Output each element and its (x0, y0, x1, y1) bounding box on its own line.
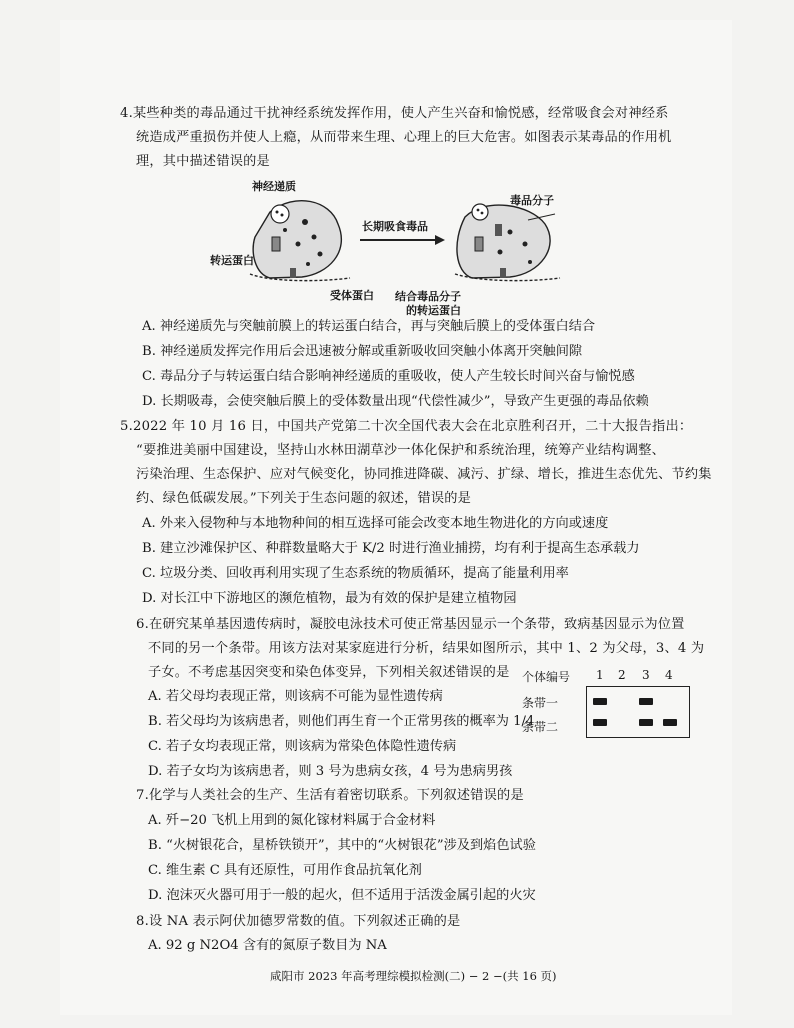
band-3-1 (639, 698, 653, 705)
q6-line1: 6.在研究某单基因遗传病时，凝胶电泳技术可使正常基因显示一个条带，致病基因显示为位置 (136, 617, 685, 632)
gel-band2-label: 条带二 (522, 720, 559, 734)
q4-option-c: C. 毒品分子与转运蛋白结合影响神经递质的重吸收，使人产生较长时间兴奋与愉悦感 (142, 369, 635, 384)
q6-line3: 子女。不考虑基因突变和染色体变异，下列相关叙述错误的是 (148, 665, 510, 680)
band-3-2 (639, 719, 653, 726)
q4-stem-line3: 理，其中描述错误的是 (136, 154, 270, 169)
synapse-diagram (210, 180, 590, 317)
gel-box (586, 686, 690, 738)
q7-option-a: A. 歼−20 飞机上用到的氮化镓材料属于合金材料 (148, 813, 436, 828)
q6-option-c: C. 若子女均表现正常，则该病为常染色体隐性遗传病 (148, 739, 457, 754)
label-bound-transporter-2: 的转运蛋白 (406, 304, 461, 317)
q4-stem-line1: 4.某些种类的毒品通过干扰神经系统发挥作用，使人产生兴奋和愉悦感，经常吸食会对神经系 (120, 106, 669, 121)
label-receptor: 受体蛋白 (330, 289, 374, 302)
q8-stem: 8.设 NA 表示阿伏加德罗常数的值。下列叙述正确的是 (136, 914, 461, 929)
gel-figure (522, 668, 722, 738)
label-neurotransmitter: 神经递质 (252, 180, 296, 193)
label-drug-molecule: 毒品分子 (510, 194, 554, 207)
gel-col-4: 4 (665, 668, 673, 682)
q5-line2: “要推进美丽中国建设，坚持山水林田湖草沙一体化保护和系统治理，统筹产业结构调整、 (136, 443, 666, 458)
band-4-2 (663, 719, 677, 726)
q7-stem: 7.化学与人类社会的生产、生活有着密切联系。下列叙述错误的是 (136, 788, 524, 803)
q6-option-d: D. 若子女均为该病患者，则 3 号为患病女孩，4 号为患病男孩 (148, 764, 513, 779)
gel-band1-label: 条带一 (522, 696, 559, 710)
band-1-2 (593, 719, 607, 726)
page-footer: 咸阳市 2023 年高考理综模拟检测(二) − 2 −(共 16 页) (270, 969, 557, 983)
band-1-1 (593, 698, 607, 705)
gel-header-label: 个体编号 (522, 670, 571, 684)
q5-option-b: B. 建立沙滩保护区、种群数量略大于 K/2 时进行渔业捕捞，均有利于提高生态承载力 (142, 541, 640, 556)
q7-option-d: D. 泡沫灭火器可用于一般的起火，但不适用于活泼金属引起的火灾 (148, 888, 536, 903)
q8-option-a: A. 92 g N2O4 含有的氮原子数目为 NA (148, 938, 387, 953)
q5-line3: 污染治理、生态保护、应对气候变化，协同推进降碳、减污、扩绿、增长，推进生态优先、节约集 (136, 467, 712, 482)
gel-col-1: 1 (596, 668, 604, 682)
q6-line2: 不同的另一个条带。用该方法对某家庭进行分析，结果如图所示，其中 1、2 为父母，3、4 为 (148, 641, 705, 656)
q4-option-b: B. 神经递质发挥完作用后会迅速被分解或重新吸收回突触小体离开突触间隙 (142, 344, 583, 359)
q7-option-c: C. 维生素 C 具有还原性，可用作食品抗氧化剂 (148, 863, 422, 878)
gel-col-3: 3 (642, 668, 650, 682)
q4-option-d: D. 长期吸毒，会使突触后膜上的受体数量出现“代偿性减少”，导致产生更强的毒品依赖 (142, 394, 649, 409)
q7-option-b: B. “火树银花合，星桥铁锁开”，其中的“火树银花”涉及到焰色试验 (148, 838, 536, 853)
q5-option-c: C. 垃圾分类、回收再利用实现了生态系统的物质循环，提高了能量利用率 (142, 566, 569, 581)
label-long-term-drug: 长期吸食毒品 (362, 220, 428, 233)
q6-option-a: A. 若父母均表现正常，则该病不可能为显性遗传病 (148, 689, 443, 704)
q4-option-a: A. 神经递质先与突触前膜上的转运蛋白结合，再与突触后膜上的受体蛋白结合 (142, 319, 596, 334)
label-bound-transporter-1: 结合毒品分子 (395, 290, 461, 303)
gel-col-2: 2 (618, 668, 626, 682)
q5-option-a: A. 外来入侵物种与本地物种间的相互选择可能会改变本地生物进化的方向或速度 (142, 516, 609, 531)
exam-page (60, 20, 732, 1015)
q5-option-d: D. 对长江中下游地区的濒危植物，最为有效的保护是建立植物园 (142, 591, 517, 606)
q4-stem-line2: 统造成严重损伤并使人上瘾，从而带来生理、心理上的巨大危害。如图表示某毒品的作用机 (136, 130, 672, 145)
q5-line4: 约、绿色低碳发展。”下列关于生态问题的叙述，错误的是 (136, 491, 472, 506)
q6-option-b: B. 若父母均为该病患者，则他们再生育一个正常男孩的概率为 1/4 (148, 714, 535, 729)
label-transporter: 转运蛋白 (210, 254, 254, 267)
q5-line1: 5.2022 年 10 月 16 日，中国共产党第二十次全国代表大会在北京胜利召开，二十大报告指出： (120, 419, 693, 434)
